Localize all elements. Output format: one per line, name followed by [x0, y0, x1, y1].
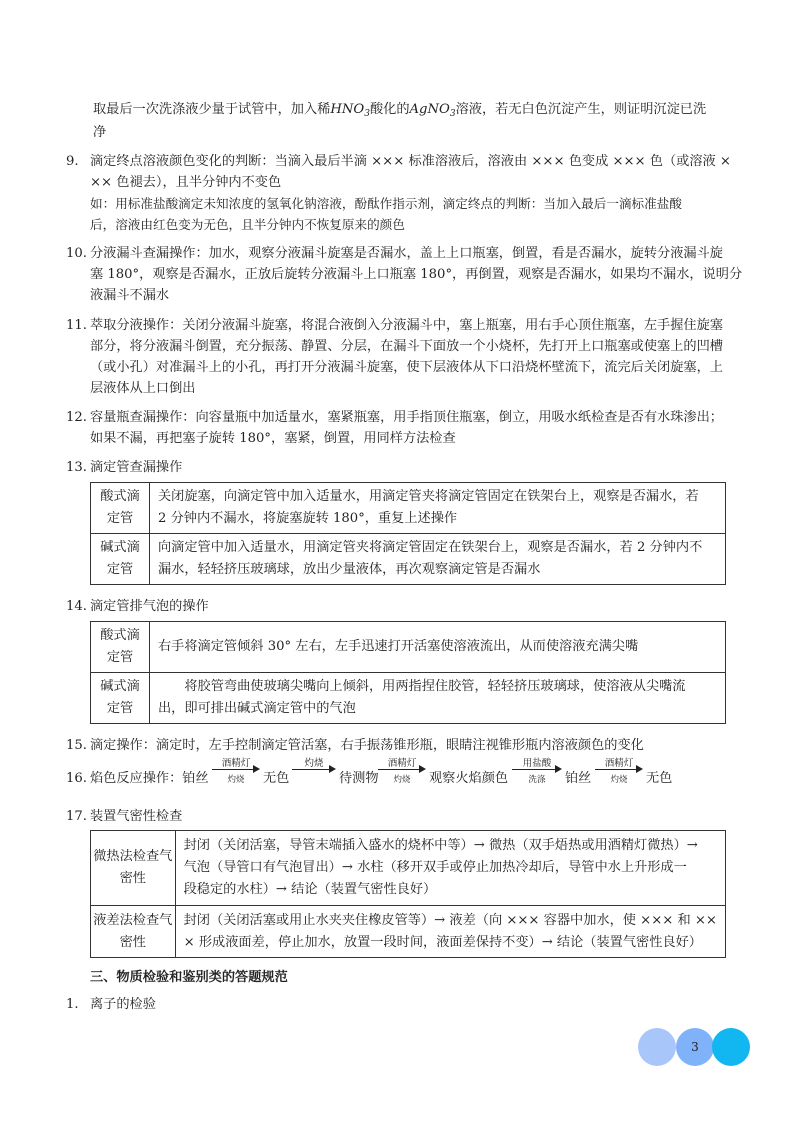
item-number-1: 1.: [66, 997, 79, 1012]
item-10-line-2: 塞 180°，观察是否漏水，正放后旋转分液漏斗上口瓶塞 180°，再倒置，观察是否漏水，如果均不漏水，说明分: [90, 267, 743, 282]
item-number-16: 16.: [66, 771, 87, 786]
arrow-head-icon: [636, 765, 643, 773]
item-9-line-2: ×× 色褪去），且半分钟内不变色: [90, 175, 282, 190]
arrow-head-icon: [555, 765, 562, 773]
item-11-line-3: （或小孔）对准漏斗上的小孔，再打开分液漏斗旋塞，使下层液体从下口沿烧杯壁流下，流完后关闭旋塞，上: [90, 360, 723, 375]
arrow-hcl-wash: 用盐酸 洗涤: [512, 758, 562, 788]
arrow-alcohol-lamp-1: 酒精灯 灼烧: [212, 758, 260, 788]
arrow-head-icon: [419, 765, 426, 773]
table-key-cell: 微热法检查气 密性: [91, 831, 176, 906]
table-value-cell: 右手将滴定管倾斜 30° 左右，左手迅速打开活塞使溶液流出，从而使溶液充满尖嘴: [150, 622, 726, 673]
flow-text-start: 焰色反应操作：铂丝: [90, 771, 209, 786]
item-10-line-1: 分液漏斗查漏操作：加水，观察分液漏斗旋塞是否漏水，盖上上口瓶塞，倒置，看是否漏水，旋转分液漏斗旋: [90, 246, 723, 261]
arrow-head-icon: [253, 765, 260, 773]
item-number-15: 15.: [66, 738, 87, 753]
table-key-cell: 碱式滴 定管: [91, 673, 150, 724]
table-row: [91, 831, 726, 906]
item-13-title: 滴定管查漏操作: [90, 460, 183, 475]
flow-text-colorless-2: 无色: [646, 771, 673, 786]
item-10-line-3: 液漏斗不漏水: [90, 288, 170, 303]
item-12-line-2: 如果不漏，再把塞子旋转 180°，塞紧，倒置，用同样方法检查: [90, 431, 456, 446]
table-value-cell: 关闭旋塞，向滴定管中加入适量水，用滴定管夹将滴定管固定在铁架台上，观察是否漏水，若 2 分钟内不漏水，将旋塞旋转 180°，重复上述操作: [150, 483, 726, 534]
item-number-17: 17.: [66, 809, 87, 824]
table-airtightness-check: [90, 830, 726, 958]
page-badge-left-circle: [638, 1028, 676, 1066]
table-value-cell: 将胶管弯曲使玻璃尖嘴向上倾斜，用两指捏住胶管，轻轻挤压玻璃球，使溶液从尖嘴流 出，即可排出碱式滴定管中的气泡: [150, 673, 726, 724]
item-number-12: 12.: [66, 410, 87, 425]
arrow-alcohol-lamp-3: 酒精灯 灼烧: [595, 758, 643, 788]
section-heading: 三、物质检验和鉴别类的答题规范: [90, 970, 288, 985]
item-9-example-line-2: 后，溶液由红色变为无色，且半分钟内不恢复原来的颜色: [90, 217, 405, 232]
table-burette-bubble-removal: [90, 621, 726, 724]
item-14-title: 滴定管排气泡的操作: [90, 599, 209, 614]
arrow-head-icon: [329, 765, 336, 773]
table-key-cell: 液差法检查气 密性: [91, 906, 176, 958]
page-number: 3: [691, 1040, 699, 1054]
item-9-example-line-1: 如：用标准盐酸滴定未知浓度的氢氧化钠溶液，酚酞作指示剂，滴定终点的判断：当加入最后一滴标准盐酸: [90, 196, 682, 211]
continuation-line-1: 取最后一次洗涤液少量于试管中，加入稀$HNO_3$酸化的AgNO$_3$溶液，若无白色沉淀产生，则证明沉淀已洗: [93, 102, 707, 119]
item-number-13: 13.: [66, 460, 87, 475]
page-badge-right-circle: [712, 1028, 750, 1066]
table-key-cell: 酸式滴 定管: [91, 483, 150, 534]
table-key-cell: 酸式滴 定管: [91, 622, 150, 673]
table-value-cell: 封闭（关闭活塞，导管末端插入盛水的烧杯中等）→ 微热（双手焐热或用酒精灯微热）→ 气泡（导管口有气泡冒出）→ 水柱（移开双手或停止加热冷却后，导管中水上升形成一 段稳定的水柱）→ 结论（装置气密性良好）: [175, 831, 725, 906]
item-1-text: 离子的检验: [90, 997, 156, 1012]
flow-text-platinum-wire: 铂丝: [565, 771, 592, 786]
table-row: [91, 483, 726, 534]
item-number-11: 11.: [66, 318, 87, 333]
flame-test-flow: [90, 748, 730, 798]
table-row: [91, 673, 726, 724]
item-number-10: 10.: [66, 246, 87, 261]
table-key-cell: 碱式滴 定管: [91, 534, 150, 585]
item-17-title: 装置气密性检查: [90, 809, 183, 824]
item-11-line-1: 萃取分液操作：关闭分液漏斗旋塞，将混合液倒入分液漏斗中，塞上瓶塞，用右手心顶住瓶塞，左手握住旋塞: [90, 318, 723, 333]
table-burette-leak-check: [90, 482, 726, 585]
table-value-cell: 向滴定管中加入适量水，用滴定管夹将滴定管固定在铁架台上，观察是否漏水，若 2 分钟内不 漏水，轻轻挤压玻璃球，放出少量液体，再次观察滴定管是否漏水: [150, 534, 726, 585]
table-row: [91, 622, 726, 673]
arrow-alcohol-lamp-2: 酒精灯 灼烧: [378, 758, 426, 788]
table-row: [91, 534, 726, 585]
arrow-burn: 灼烧: [292, 758, 336, 788]
item-number-14: 14.: [66, 599, 87, 614]
item-number-9: 9.: [66, 154, 79, 169]
flow-text-colorless-1: 无色: [263, 771, 290, 786]
item-12-line-1: 容量瓶查漏操作：向容量瓶中加适量水，塞紧瓶塞，用手指顶住瓶塞，倒立，用吸水纸检查是否有水珠渗出；: [90, 410, 723, 425]
table-value-cell: 封闭（关闭活塞或用止水夹夹住橡皮管等）→ 液差（向 ××× 容器中加水，使 ××× 和 ×× × 形成液面差，停止加水，放置一段时间，液面差保持不变）→ 结论（装置气密性良好）: [175, 906, 725, 958]
flow-text-sample: 待测物: [339, 771, 379, 786]
item-11-line-4: 层液体从上口倒出: [90, 381, 196, 396]
item-11-line-2: 部分，将分液漏斗倒置，充分振荡、静置、分层，在漏斗下面放一个小烧杯，先打开上口瓶塞或使塞上的凹槽: [90, 339, 723, 354]
table-row: [91, 906, 726, 958]
item-9-line-1: 滴定终点溶液颜色变化的判断：当滴入最后半滴 ××× 标准溶液后，溶液由 ××× 色变成 ××× 色（或溶液 ×: [90, 154, 731, 169]
continuation-line-2: 净: [93, 125, 107, 140]
flow-text-observe-flame: 观察火焰颜色: [429, 771, 509, 786]
item-15-text: 滴定操作：滴定时，左手控制滴定管活塞，右手振荡锥形瓶，眼睛注视锥形瓶内溶液颜色的变化: [90, 738, 644, 753]
